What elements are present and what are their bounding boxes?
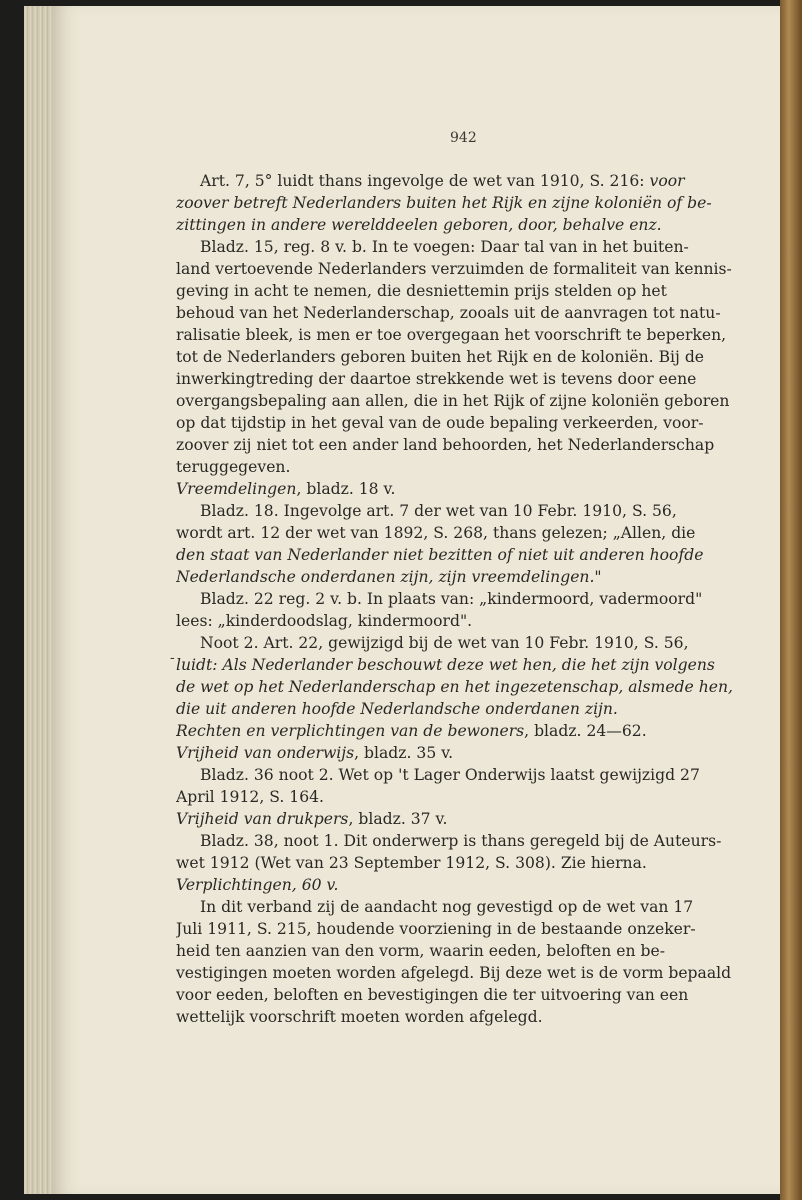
section-heading-rechten: [176, 720, 766, 742]
paragraph-bladz-36: [176, 764, 766, 808]
text-line: Vrijheid van drukpers, bladz. 37 v.: [176, 810, 448, 828]
page-number: 942: [450, 130, 477, 146]
text-line: land vertoevende Nederlanders verzuimden de formaliteit van kennis-: [176, 260, 732, 278]
text-line: lees: „kinderdoodslag, kindermoord".: [176, 612, 473, 630]
text-line: Bladz. 36 noot 2. Wet op 't Lager Onderwijs laatst gewijzigd 27: [200, 766, 700, 784]
text-line: inwerkingtreding der daartoe strekkende wet is tevens door eene: [176, 370, 697, 388]
margin-mark: -: [170, 650, 175, 666]
text-line: Bladz. 38, noot 1. Dit onderwerp is thans geregeld bij de Auteurs-: [200, 832, 722, 850]
paragraph-bladz-22: [176, 588, 766, 632]
text-line: de wet op het Nederlanderschap en het ingezetenschap, alsmede hen,: [176, 678, 733, 696]
text-line: op dat tijdstip in het geval van de oude bepaling verkeerden, voor-: [176, 414, 704, 432]
section-heading-verplichtingen: [176, 874, 766, 896]
text-line: zoover zij niet tot een ander land behoorden, het Nederlanderschap: [176, 436, 715, 454]
text-line: vestigingen moeten worden afgelegd. Bij deze wet is de vorm bepaald: [176, 964, 732, 982]
text-line: die uit anderen hoofde Nederlandsche onderdanen zijn.: [176, 700, 618, 718]
paragraph-bladz-18: [176, 500, 766, 588]
text-line: Noot 2. Art. 22, gewijzigd bij de wet van 10 Febr. 1910, S. 56,: [200, 634, 689, 652]
text-line: den staat van Nederlander niet bezitten of niet uit anderen hoofde: [176, 546, 704, 564]
text-line: zoover betreft Nederlanders buiten het Rijk en zijne koloniën of be-: [176, 194, 712, 212]
text-line: wordt art. 12 der wet van 1892, S. 268, thans gelezen; „Allen, die: [176, 524, 696, 542]
text-line: Art. 7, 5° luidt thans ingevolge de wet van 1910, S. 216: voor: [200, 172, 685, 190]
text-line: ralisatie bleek, is men er toe overgegaan het voorschrift te beperken,: [176, 326, 727, 344]
text-line: luidt: Als Nederlander beschouwt deze wet hen, die het zijn volgens: [176, 656, 715, 674]
book-cover-edge: [780, 0, 802, 1200]
section-heading-drukpers: [176, 808, 766, 830]
text-line: overgangsbepaling aan allen, die in het Rijk of zijne koloniën geboren: [176, 392, 730, 410]
text-line: voor eeden, beloften en bevestigingen die ter uitvoering van een: [176, 986, 689, 1004]
text-line: wettelijk voorschrift moeten worden afgelegd.: [176, 1008, 543, 1026]
text-line: behoud van het Nederlanderschap, zooals uit de aanvragen tot natu-: [176, 304, 721, 322]
text-line: tot de Nederlanders geboren buiten het Rijk en de koloniën. Bij de: [176, 348, 705, 366]
paragraph-eeden: [176, 896, 766, 1028]
text-line: zittingen in andere werelddeelen geboren, door, behalve enz.: [176, 216, 662, 234]
paragraph-noot-2: [176, 632, 766, 720]
paragraph-bladz-15: [176, 236, 766, 478]
text-line: Vreemdelingen, bladz. 18 v.: [176, 480, 396, 498]
paragraph-art7: [176, 170, 766, 236]
text-line: April 1912, S. 164.: [176, 788, 324, 806]
section-heading-vreemdelingen: [176, 478, 766, 500]
text-line: Vrijheid van onderwijs, bladz. 35 v.: [176, 744, 454, 762]
section-heading-onderwijs: [176, 742, 766, 764]
text-line: teruggegeven.: [176, 458, 291, 476]
text-line: In dit verband zij de aandacht nog gevestigd op de wet van 17: [200, 898, 694, 916]
text-line: Bladz. 15, reg. 8 v. b. In te voegen: Daar tal van in het buiten-: [200, 238, 689, 256]
text-line: Bladz. 18. Ingevolge art. 7 der wet van 10 Febr. 1910, S. 56,: [200, 502, 677, 520]
text-line: heid ten aanzien van den vorm, waarin eeden, beloften en be-: [176, 942, 665, 960]
text-line: Rechten en verplichtingen van de bewoners, bladz. 24—62.: [176, 722, 647, 740]
paragraph-bladz-38: [176, 830, 766, 874]
text-line: Bladz. 22 reg. 2 v. b. In plaats van: „kindermoord, vadermoord": [200, 590, 703, 608]
text-line: Nederlandsche onderdanen zijn, zijn vreemdelingen.": [176, 568, 602, 586]
text-line: Juli 1911, S. 215, houdende voorziening in de bestaande onzeker-: [176, 920, 696, 938]
text-line: Verplichtingen, 60 v.: [176, 876, 339, 894]
text-line: wet 1912 (Wet van 23 September 1912, S. 308). Zie hierna.: [176, 854, 647, 872]
text-line: geving in acht te nemen, die desniettemin prijs stelden op het: [176, 282, 667, 300]
